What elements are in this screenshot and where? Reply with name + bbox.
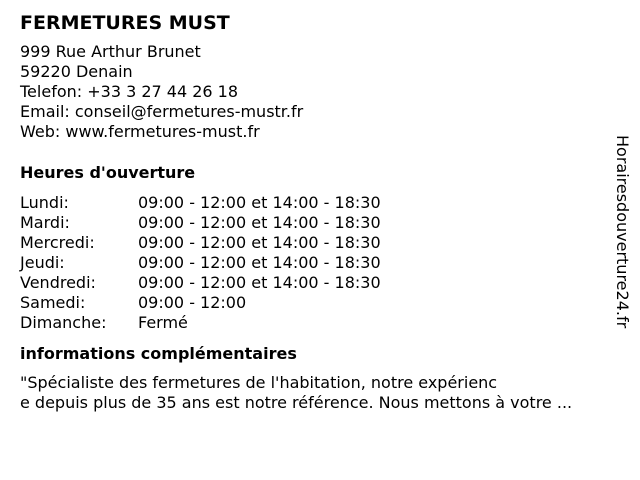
hours-row: [20, 253, 620, 273]
day-label: Mardi:: [20, 213, 70, 232]
hours-row: [20, 273, 620, 293]
info-title: informations complémentaires: [20, 344, 297, 363]
day-label: Dimanche:: [20, 313, 107, 332]
info-line-2: e depuis plus de 35 ans est notre référence. Nous mettons à votre ...: [20, 393, 573, 412]
day-label: Lundi:: [20, 193, 69, 212]
contact-block: [20, 42, 620, 142]
day-label: Samedi:: [20, 293, 86, 312]
day-label: Mercredi:: [20, 233, 95, 252]
hours-row: [20, 293, 620, 313]
hours-row: [20, 193, 620, 213]
hours-table: [20, 193, 620, 333]
hours-title: Heures d'ouverture: [20, 163, 196, 182]
web-line: Web: www.fermetures-must.fr: [20, 122, 260, 141]
day-hours: 09:00 - 12:00 et 14:00 - 18:30: [138, 233, 381, 252]
site-watermark: Horairesdouverture24.fr: [613, 135, 632, 329]
day-label: Vendredi:: [20, 273, 96, 292]
phone-line: Telefon: +33 3 27 44 26 18: [20, 82, 239, 101]
business-card: [20, 10, 620, 413]
business-name: FERMETURES MUST: [20, 12, 230, 34]
address-line-1: 999 Rue Arthur Brunet: [20, 42, 201, 61]
email-line: Email: conseil@fermetures-mustr.fr: [20, 102, 304, 121]
day-hours: 09:00 - 12:00 et 14:00 - 18:30: [138, 193, 381, 212]
address-line-2: 59220 Denain: [20, 62, 133, 81]
day-hours: 09:00 - 12:00 et 14:00 - 18:30: [138, 213, 381, 232]
day-hours: 09:00 - 12:00: [138, 293, 247, 312]
info-description: [20, 373, 620, 413]
info-line-1: "Spécialiste des fermetures de l'habitation, notre expérienc: [20, 373, 498, 392]
day-label: Jeudi:: [20, 253, 65, 272]
day-hours: 09:00 - 12:00 et 14:00 - 18:30: [138, 253, 381, 272]
day-hours: Fermé: [138, 313, 188, 332]
hours-row: [20, 213, 620, 233]
hours-row: [20, 313, 620, 333]
day-hours: 09:00 - 12:00 et 14:00 - 18:30: [138, 273, 381, 292]
hours-row: [20, 233, 620, 253]
